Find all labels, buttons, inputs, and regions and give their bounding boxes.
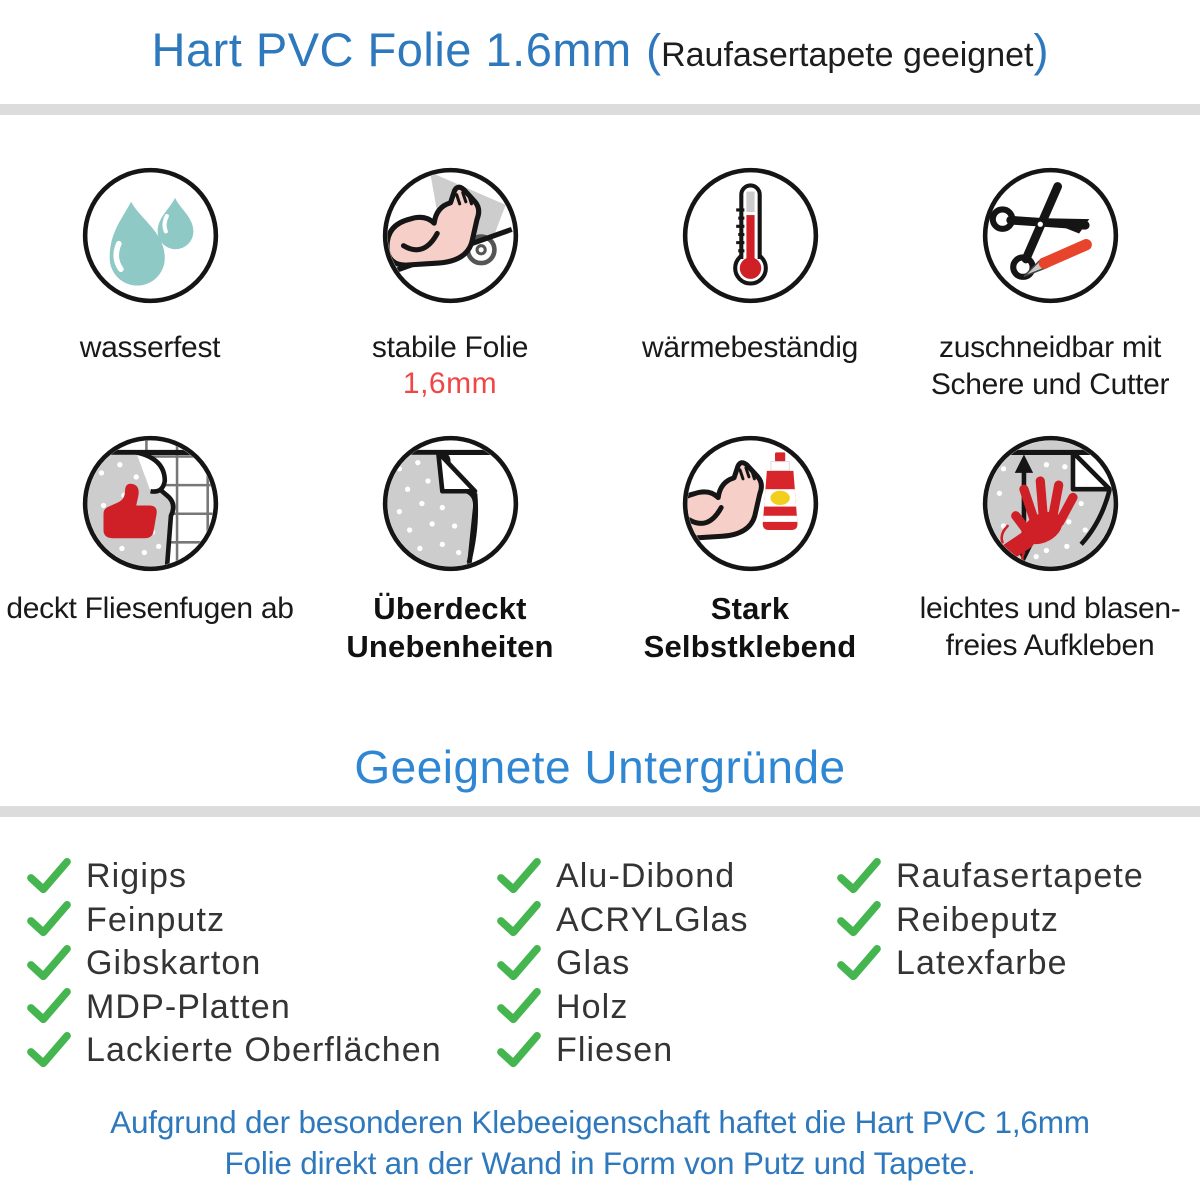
thumb-tiles-icon bbox=[79, 432, 222, 575]
muscle-glue-icon bbox=[679, 432, 822, 575]
check-icon bbox=[26, 988, 72, 1026]
muscle-foil-icon bbox=[379, 164, 522, 307]
check-icon bbox=[26, 858, 72, 896]
dotted-foil-icon bbox=[379, 432, 522, 575]
feature-label: leichtes und blasen- bbox=[919, 592, 1181, 625]
footer-line-1: Aufgrund der besonderen Klebeeigenschaft haftet die Hart PVC 1,6mm bbox=[110, 1104, 1090, 1140]
list-item-label: Latexfarbe bbox=[896, 944, 1068, 983]
feature-selbstklebend bbox=[600, 432, 900, 666]
scissors-cutter-icon bbox=[979, 164, 1122, 307]
check-icon bbox=[836, 858, 882, 896]
list-item-label: Alu-Dibond bbox=[556, 857, 736, 896]
feature-label: deckt Fliesenfugen ab bbox=[6, 592, 294, 625]
feature-row-1 bbox=[0, 164, 1200, 403]
feature-label: wärmebeständig bbox=[642, 331, 858, 364]
list-item-label: Gibskarton bbox=[86, 944, 262, 983]
check-icon bbox=[26, 1032, 72, 1070]
feature-waermebestaendig bbox=[600, 164, 900, 403]
thermometer-icon bbox=[679, 164, 822, 307]
list-item-label: Rigips bbox=[86, 857, 188, 896]
list-item bbox=[496, 986, 749, 1030]
feature-fliesenfugen bbox=[0, 432, 300, 666]
list-item-label: Feinputz bbox=[86, 900, 226, 939]
check-icon bbox=[496, 901, 542, 939]
title-main: Hart PVC Folie 1.6mm bbox=[151, 23, 632, 76]
feature-stabile-folie bbox=[300, 164, 600, 403]
list-item-label: Raufasertapete bbox=[896, 857, 1144, 896]
section-header-untergruende: Geeignete Untergründe bbox=[354, 741, 846, 793]
list-item bbox=[26, 942, 442, 986]
list-item bbox=[26, 1029, 442, 1073]
divider-bar-middle bbox=[0, 806, 1200, 817]
check-icon bbox=[496, 858, 542, 896]
feature-sublabel-thickness: 1,6mm bbox=[402, 367, 498, 400]
list-item-label: Lackierte Oberflächen bbox=[86, 1031, 442, 1070]
list-item-label: Holz bbox=[556, 987, 629, 1026]
feature-label: Selbstklebend bbox=[643, 629, 857, 664]
feature-label: zuschneidbar mit bbox=[939, 331, 1161, 364]
check-icon bbox=[496, 1032, 542, 1070]
checklist-column-3 bbox=[836, 855, 1144, 986]
list-item bbox=[26, 986, 442, 1030]
feature-aufkleben bbox=[900, 432, 1200, 666]
list-item bbox=[836, 899, 1144, 943]
feature-row-2 bbox=[0, 432, 1200, 666]
check-icon bbox=[496, 945, 542, 983]
checklist-column-2 bbox=[496, 855, 749, 1073]
check-icon bbox=[496, 988, 542, 1026]
check-icon bbox=[26, 945, 72, 983]
list-item-label: ACRYLGlas bbox=[556, 900, 749, 939]
feature-label: Unebenheiten bbox=[346, 629, 554, 664]
check-icon bbox=[836, 901, 882, 939]
list-item bbox=[836, 942, 1144, 986]
footer-line-2: Folie direkt an der Wand in Form von Putz und Tapete. bbox=[224, 1145, 976, 1181]
check-icon bbox=[836, 945, 882, 983]
feature-wasserfest bbox=[0, 164, 300, 403]
feature-label: Schere und Cutter bbox=[930, 368, 1170, 401]
water-drops-icon bbox=[79, 164, 222, 307]
feature-label: Stark bbox=[710, 591, 790, 626]
list-item bbox=[496, 899, 749, 943]
feature-zuschneidbar bbox=[900, 164, 1200, 403]
hand-smooth-icon bbox=[979, 432, 1122, 575]
list-item bbox=[496, 1029, 749, 1073]
feature-unebenheiten bbox=[300, 432, 600, 666]
list-item bbox=[496, 942, 749, 986]
title-secondary: Raufasertapete geeignet bbox=[661, 36, 1034, 74]
check-icon bbox=[26, 901, 72, 939]
feature-label: Überdeckt bbox=[373, 591, 527, 626]
list-item-label: Glas bbox=[556, 944, 631, 983]
title-paren-close: ) bbox=[1033, 25, 1049, 76]
list-item bbox=[26, 855, 442, 899]
divider-bar-top bbox=[0, 104, 1200, 115]
list-item-label: Fliesen bbox=[556, 1031, 674, 1070]
footer-note bbox=[0, 1102, 1200, 1184]
list-item bbox=[496, 855, 749, 899]
checklist-column-1 bbox=[26, 855, 442, 1073]
list-item bbox=[26, 899, 442, 943]
feature-label: wasserfest bbox=[79, 331, 221, 364]
list-item-label: Reibeputz bbox=[896, 900, 1059, 939]
feature-label: stabile Folie bbox=[371, 331, 529, 364]
title-paren-open: ( bbox=[646, 25, 662, 76]
page-title bbox=[0, 0, 1200, 77]
feature-label: freies Aufkleben bbox=[945, 629, 1155, 662]
list-item bbox=[836, 855, 1144, 899]
list-item-label: MDP-Platten bbox=[86, 987, 291, 1026]
